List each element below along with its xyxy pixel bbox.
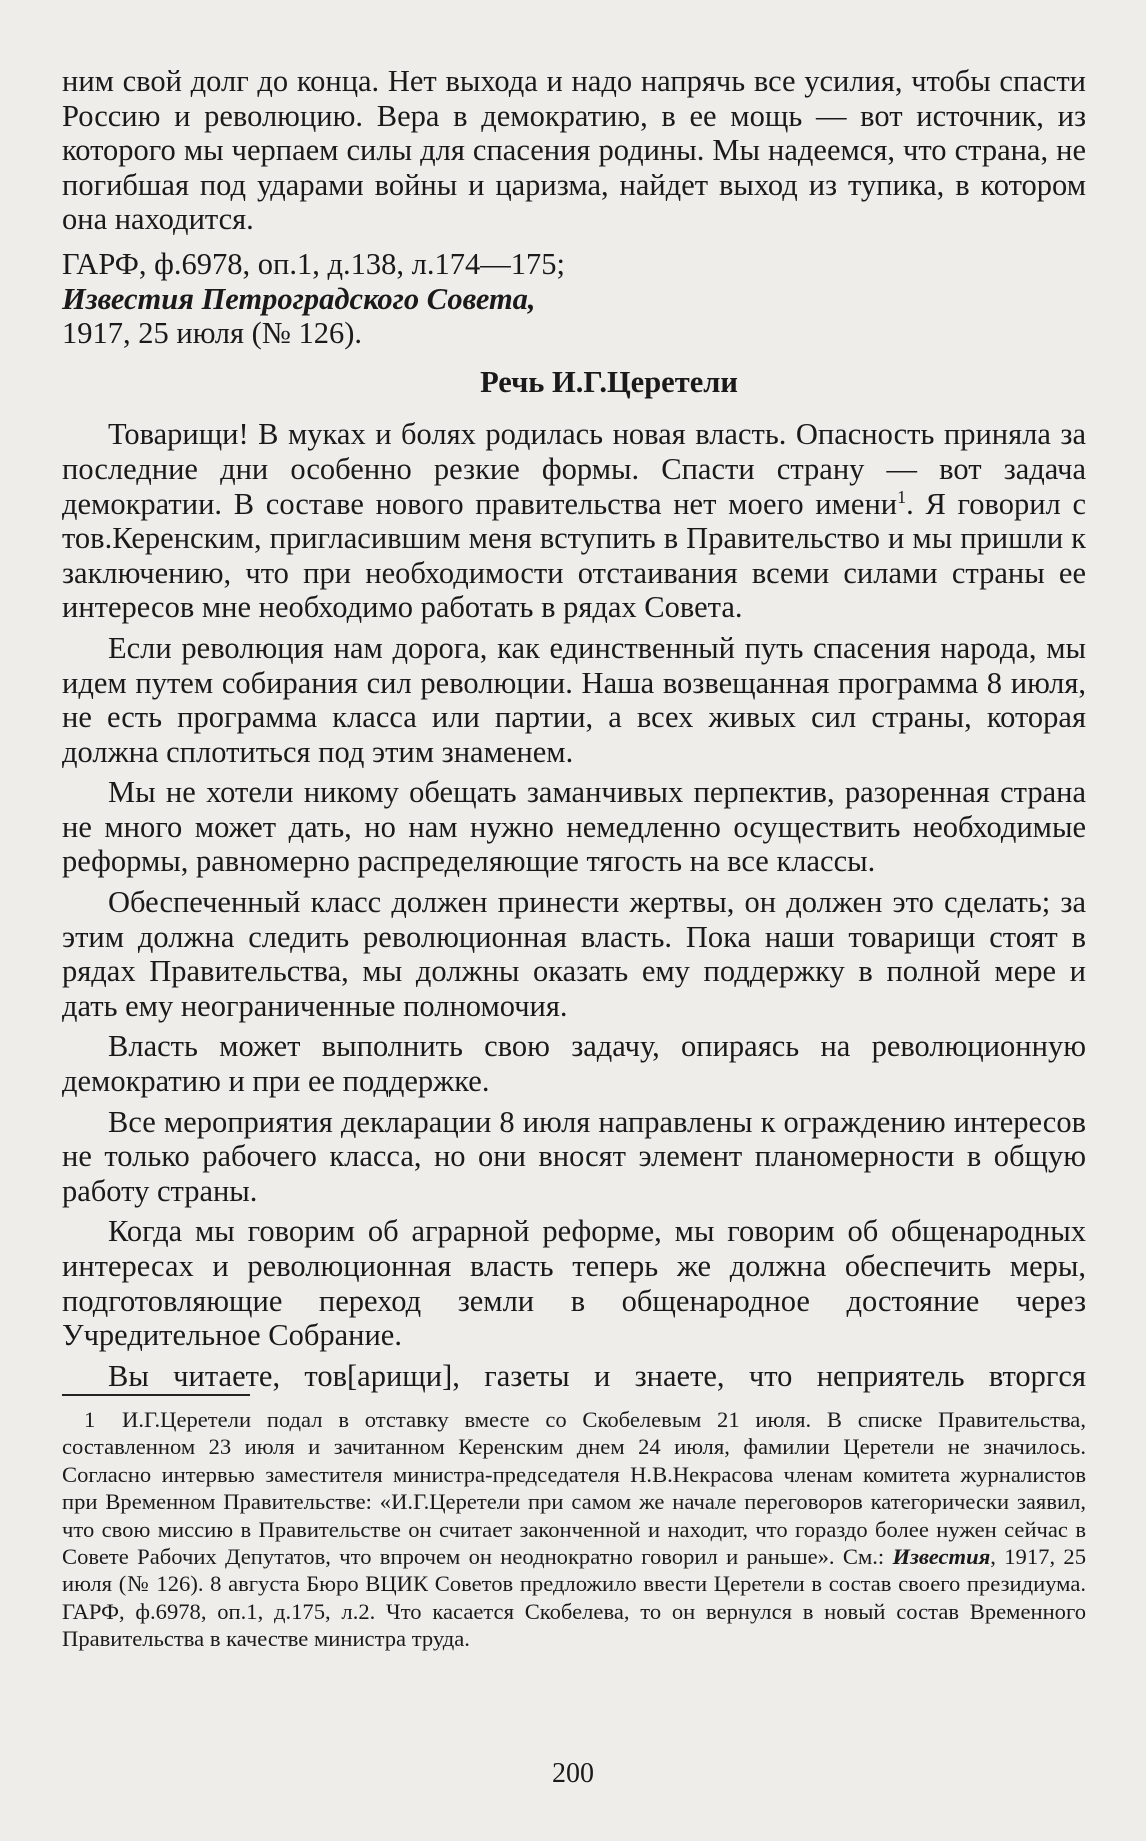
paragraph: Если революция нам дорога, как единственный путь спасения народа, мы идем путем собирания сил революции. Наша возвещанная программа 8 июля, не есть программа класса или партии, а всех живых сил страны, которая должна сплотиться под этим знаменем.	[62, 630, 1086, 769]
footnote-text: И.Г.Церетели подал в отставку вместе со Скобелевым 21 июля. В списке Правительства, составленном 23 июля и зачитанном Керенским днем 24 июля, фамилии Церетели не значилось. Согласно интервью заместителя министра-председателя Н.В.Некрасова членам комитета журналистов при Временном Правительстве: «И.Г.Церетели при самом же начале переговоров категорически заявил, что свою миссию в Правительстве он считает законченной и находит, что гораздо более нужен сейчас в Совете Рабочих Депутатов, что впрочем он неоднократно говорил и раньше». См.:	[62, 1407, 1086, 1570]
paragraph: Обеспеченный класс должен принести жертвы, он должен это сделать; за этим должна следить революционная власть. Пока наши товарищи стоят в рядах Правительства, мы должны оказать ему поддержку в полной мере и дать ему неограниченные полномочия.	[62, 885, 1086, 1023]
source-line: 1917, 25 июля (№ 126).	[62, 316, 363, 351]
source-journal: Известия Петроградского Совета,	[62, 281, 536, 316]
paragraph: Когда мы говорим об аграрной реформе, мы говорим об общенародных интересах и революционная власть теперь же должна обеспечить меры, подготовляющие переход земли в общенародное достояние через Учредительное Собрание.	[62, 1214, 1086, 1353]
paragraph-text: Товарищи! В муках и болях родилась новая власть. Опасность приняла за последние дни особенно резкие формы. Спасти страну — вот задача демократии. В составе нового правительства нет моего имени	[62, 417, 1086, 521]
section-heading: Речь И.Г.Церетели	[480, 364, 738, 399]
paragraph-text: . Я говорил с тов.Керенским, пригласившим меня вступить в Правительство и мы пришли к заключению, что при необходимости отстаивания всеми силами страны ее интересов мне необходимо работать в рядах Совета.	[62, 486, 1086, 625]
paragraph: Вы читаете, тов[арищи], газеты и знаете, что неприятель вторгся	[108, 1358, 1086, 1393]
main-text	[62, 64, 1086, 1393]
source-line	[62, 282, 1086, 317]
footnote	[62, 1406, 1086, 1653]
source-line: ГАРФ, ф.6978, оп.1, д.138, л.174—175;	[62, 246, 565, 281]
paragraph	[62, 417, 1086, 625]
footnote-journal: Известия	[892, 1544, 991, 1570]
paragraph: Мы не хотели никому обещать заманчивых перпектив, разоренная страна не много может дать, но нам нужно немедленно осуществить необходимые реформы, равномерно распределяющие тягость на все классы.	[62, 775, 1086, 879]
footnote-text: , 1917, 25 июля (№ 126). 8 августа Бюро ВЦИК Советов предложило ввести Церетели в состав своего президиума. ГАРФ, ф.6978, оп.1, д.175, л.2. Что касается Скобелева, то он вернулся в новый состав Временного Правительства в качестве министра труда.	[62, 1544, 1087, 1652]
paragraph: Все мероприятия декларации 8 июля направлены к ограждению интересов не только рабочего класса, но они вносят элемент планомерности в общую работу страны.	[62, 1104, 1086, 1208]
footnote-ref: 1	[897, 486, 907, 507]
footnote-number: 1	[84, 1407, 96, 1432]
paragraph: Власть может выполнить свою задачу, опираясь на революционную демократию и при ее поддержке.	[62, 1029, 1086, 1099]
footnote-divider	[62, 1394, 250, 1396]
paragraph: ним свой долг до конца. Нет выхода и надо напрячь все усилия, чтобы спасти Россию и революцию. Вера в демократию, в ее мощь — вот источник, из которого мы черпаем силы для спасения родины. Мы надеемся, что страна, не погибшая под ударами войны и царизма, найдет выход из тупика, в котором она находится.	[62, 64, 1086, 237]
source-citation	[62, 247, 1086, 351]
page-number: 200	[552, 1758, 594, 1789]
